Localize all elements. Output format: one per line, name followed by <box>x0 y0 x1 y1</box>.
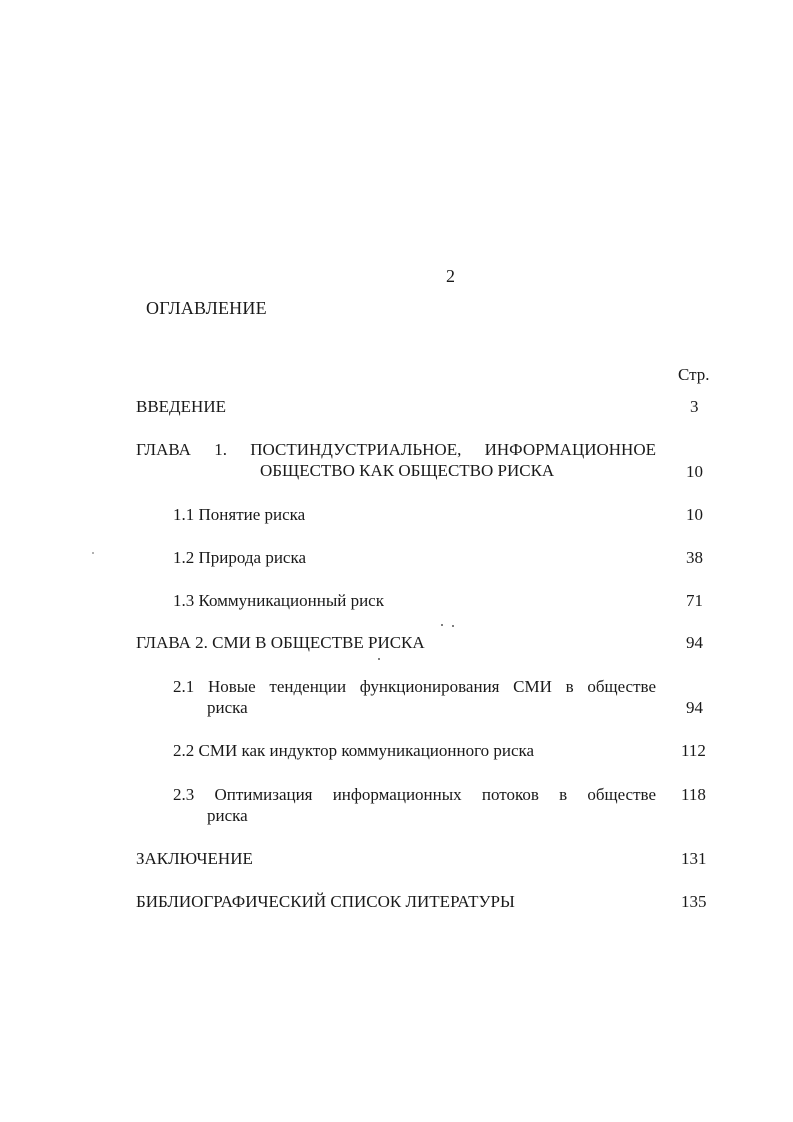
toc-entry-label-line1: 2.3 Оптимизация информационных потоков в обществе <box>173 785 656 804</box>
toc-entry-introduction[interactable] <box>136 396 226 417</box>
page-column-header: Стр. <box>678 365 710 384</box>
toc-entry-section-2-2[interactable] <box>173 740 534 761</box>
toc-entry-label-line2: ОБЩЕСТВО КАК ОБЩЕСТВО РИСКА <box>260 461 555 480</box>
toc-entry-label-line2: риска <box>207 806 248 825</box>
toc-entry-section-2-3[interactable] <box>173 784 656 826</box>
scan-speck <box>452 625 454 627</box>
toc-entry-label: ВВЕДЕНИЕ <box>136 397 226 416</box>
toc-entry-label: 1.2 Природа риска <box>173 548 307 567</box>
toc-entry-section-2-1[interactable] <box>173 676 656 718</box>
toc-entry-section-1-2[interactable] <box>173 547 306 568</box>
toc-entry-label: БИБЛИОГРАФИЧЕСКИЙ СПИСОК ЛИТЕРАТУРЫ <box>136 892 515 911</box>
scan-speck <box>92 552 94 554</box>
toc-entry-section-1-1[interactable] <box>173 504 305 525</box>
toc-entry-page: 112 <box>681 741 706 760</box>
toc-entry-chapter-1[interactable] <box>136 439 656 481</box>
toc-title: ОГЛАВЛЕНИЕ <box>146 298 267 318</box>
toc-entry-label: 2.2 СМИ как индуктор коммуникационного риска <box>173 741 535 760</box>
toc-entry-label-line2: риска <box>207 698 248 717</box>
toc-entry-chapter-2[interactable] <box>136 632 425 653</box>
toc-entry-page: 94 <box>686 698 703 717</box>
page-number: 2 <box>446 266 455 286</box>
toc-entry-page: 3 <box>690 397 699 416</box>
toc-entry-page: 10 <box>686 462 703 481</box>
toc-entry-conclusion[interactable] <box>136 848 253 869</box>
toc-entry-page: 94 <box>686 633 703 652</box>
toc-entry-bibliography[interactable] <box>136 891 515 912</box>
toc-entry-label: 1.1 Понятие риска <box>173 505 306 524</box>
toc-entry-label: ЗАКЛЮЧЕНИЕ <box>136 849 253 868</box>
toc-entry-page: 135 <box>681 892 707 911</box>
toc-entry-label: 1.3 Коммуникационный риск <box>173 591 384 610</box>
scan-speck <box>378 658 380 660</box>
toc-entry-page: 38 <box>686 548 703 567</box>
toc-entry-section-1-3[interactable] <box>173 590 384 611</box>
toc-entry-page: 118 <box>681 785 706 804</box>
toc-entry-page: 10 <box>686 505 703 524</box>
toc-entry-label: ГЛАВА 2. СМИ В ОБЩЕСТВЕ РИСКА <box>136 633 425 652</box>
scan-speck <box>441 624 443 626</box>
toc-entry-page: 131 <box>681 849 707 868</box>
toc-entry-page: 71 <box>686 591 703 610</box>
toc-entry-label-line1: ГЛАВА 1. ПОСТИНДУСТРИАЛЬНОЕ, ИНФОРМАЦИОННОЕ <box>136 440 656 459</box>
toc-entry-label-line1: 2.1 Новые тенденции функционирования СМИ в обществе <box>173 677 656 696</box>
